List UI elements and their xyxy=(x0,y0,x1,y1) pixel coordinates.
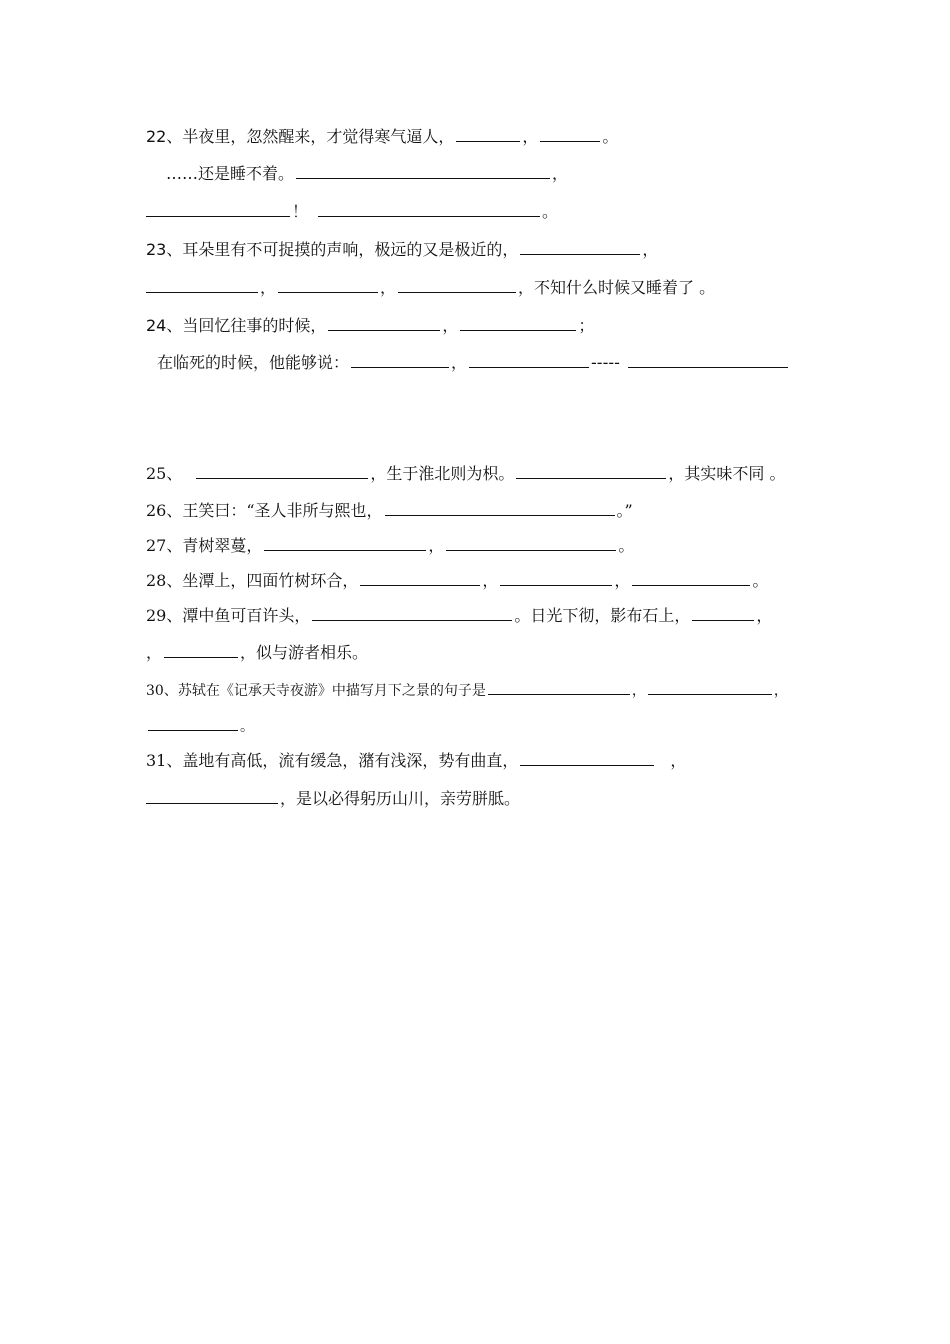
q22-end-3: 。 xyxy=(542,202,559,221)
question-29-line-2 xyxy=(146,642,368,664)
q22-separator: ， xyxy=(522,127,539,146)
q25-text: ，生于淮北则为枳。 xyxy=(370,464,515,483)
q29-text: 29、潭中鱼可百许头， xyxy=(146,606,311,625)
q30-separator: ， xyxy=(631,683,646,699)
q23-text: 23、耳朵里有不可捉摸的声响，极远的又是极近的， xyxy=(146,240,519,259)
q27-end: 。 xyxy=(618,536,635,555)
question-24-line-2 xyxy=(157,352,790,374)
q31-end: ， xyxy=(670,751,687,770)
q24-text: 24、当回忆往事的时候， xyxy=(146,316,327,335)
answer-blank[interactable] xyxy=(500,570,612,586)
answer-blank[interactable] xyxy=(632,570,750,586)
answer-blank[interactable] xyxy=(164,642,238,658)
answer-blank[interactable] xyxy=(312,605,512,621)
q30-end: ， xyxy=(773,683,788,699)
answer-blank[interactable] xyxy=(469,352,589,368)
q28-end: 。 xyxy=(752,571,769,590)
q24-separator: ， xyxy=(442,316,459,335)
q26-end: 。” xyxy=(616,501,633,520)
question-30-line-2 xyxy=(146,715,254,738)
answer-blank[interactable] xyxy=(385,500,615,516)
answer-blank[interactable] xyxy=(278,277,378,293)
q28-separator-2: ， xyxy=(614,571,631,590)
q28-separator-1: ， xyxy=(482,571,499,590)
answer-blank[interactable] xyxy=(628,352,788,368)
answer-blank[interactable] xyxy=(328,315,440,331)
answer-blank[interactable] xyxy=(460,315,576,331)
q29-comma: ， xyxy=(146,643,163,662)
q29-text-mid: 。日光下彻，影布石上， xyxy=(514,606,691,625)
q31-text: 31、盖地有高低，流有缓急，潴有浅深，势有曲直， xyxy=(146,751,519,770)
q24-dash: ----- xyxy=(591,353,620,372)
answer-blank[interactable] xyxy=(540,126,600,142)
q23-end-2: ，不知什么时候又睡着了 。 xyxy=(518,278,716,297)
answer-blank[interactable] xyxy=(196,463,368,479)
question-27 xyxy=(146,535,634,557)
question-31-line-2 xyxy=(146,788,520,810)
answer-blank[interactable] xyxy=(648,679,772,695)
q26-text: 26、王笑曰：“圣人非所与熙也， xyxy=(146,501,383,520)
answer-blank[interactable] xyxy=(318,201,540,217)
answer-blank[interactable] xyxy=(692,605,754,621)
answer-blank[interactable] xyxy=(520,750,654,766)
answer-blank[interactable] xyxy=(398,277,516,293)
question-22-line-3 xyxy=(146,201,558,223)
answer-blank[interactable] xyxy=(146,788,278,804)
q24-separator-2: ， xyxy=(451,353,468,372)
question-23-line-2 xyxy=(146,277,715,299)
q22-text: 22、半夜里，忽然醒来，才觉得寒气逼人， xyxy=(146,127,455,146)
q31-end-2: ，是以必得躬历山川，亲劳胼胝。 xyxy=(280,789,521,808)
question-30-line-1 xyxy=(146,679,788,702)
q29-end-2: ，似与游者相乐。 xyxy=(240,643,369,662)
question-29-line-1 xyxy=(146,605,772,627)
answer-blank[interactable] xyxy=(360,570,480,586)
answer-blank[interactable] xyxy=(516,463,666,479)
answer-blank[interactable] xyxy=(520,239,640,255)
q25-number: 25、 xyxy=(146,464,183,483)
question-26 xyxy=(146,500,633,522)
question-28 xyxy=(146,570,768,592)
q23-separator-2: ， xyxy=(380,278,397,297)
answer-blank[interactable] xyxy=(351,352,449,368)
q22-text-2: ……还是睡不着。 xyxy=(166,164,295,183)
q22-end: 。 xyxy=(602,127,619,146)
question-22-line-2 xyxy=(166,163,568,185)
answer-blank[interactable] xyxy=(148,715,238,731)
q25-end: ，其实味不同 。 xyxy=(668,464,786,483)
q27-text: 27、青树翠蔓， xyxy=(146,536,263,555)
question-24-line-1 xyxy=(146,315,594,337)
answer-blank[interactable] xyxy=(488,679,630,695)
q30-text: 30、苏轼在《记承天寺夜游》中描写月下之景的句子是 xyxy=(146,683,486,699)
q29-end: ， xyxy=(756,606,773,625)
q28-text: 28、坐潭上，四面竹树环合， xyxy=(146,571,359,590)
answer-blank[interactable] xyxy=(446,535,616,551)
answer-blank[interactable] xyxy=(456,126,520,142)
q22-end-2: ， xyxy=(552,164,569,183)
q27-separator: ， xyxy=(428,536,445,555)
q23-separator-1: ， xyxy=(260,278,277,297)
answer-blank[interactable] xyxy=(146,201,290,217)
answer-blank[interactable] xyxy=(146,277,258,293)
q30-end-2: 。 xyxy=(240,719,254,735)
answer-blank[interactable] xyxy=(264,535,426,551)
question-25 xyxy=(146,463,785,485)
answer-blank[interactable] xyxy=(296,163,550,179)
question-31-line-1 xyxy=(146,750,686,772)
q23-end: ， xyxy=(642,240,659,259)
q22-exclaim: ！ xyxy=(292,202,309,221)
q24-end: ； xyxy=(578,316,595,335)
question-23-line-1 xyxy=(146,239,658,261)
question-22-line-1 xyxy=(146,126,618,148)
q24-text-2: 在临死的时候，他能够说： xyxy=(157,353,350,372)
